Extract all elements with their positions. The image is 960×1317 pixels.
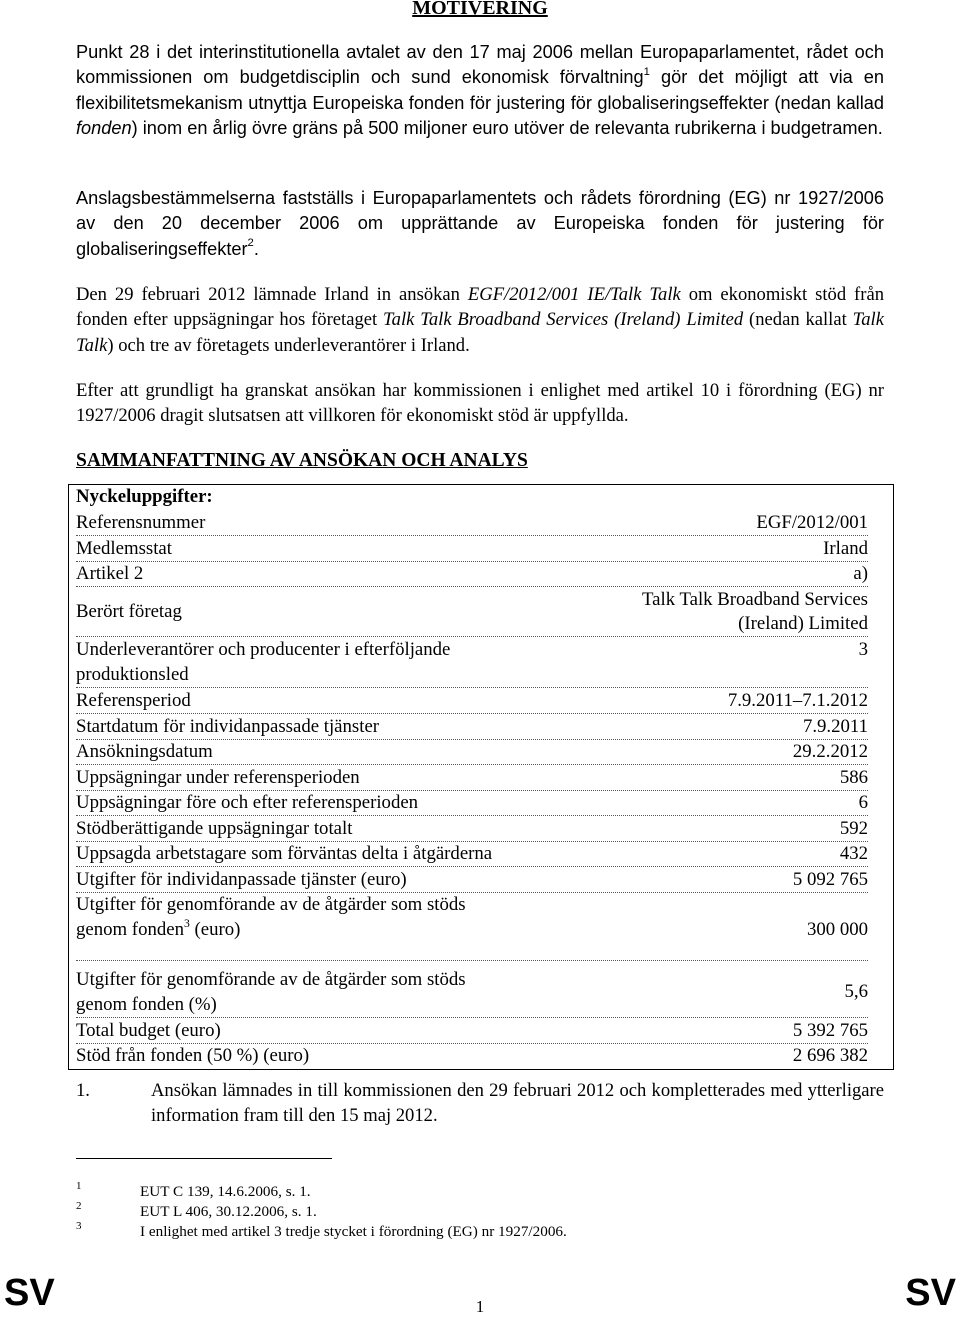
row-value: 586 — [839, 767, 868, 788]
footnote-text: EUT L 406, 30.12.2006, s. 1. — [140, 1203, 317, 1220]
row-label-line-1: Utgifter för genomförande av de åtgärder som stöds — [76, 894, 466, 915]
row-value: 592 — [839, 818, 868, 839]
table-row — [76, 867, 868, 893]
row-value: 7.9.2011 — [802, 716, 868, 737]
row-value: 2 696 382 — [792, 1045, 868, 1066]
language-code-left: SV — [4, 1272, 55, 1314]
p3-text-a: Den 29 februari 2012 lämnade Irland in ansökan — [76, 284, 468, 305]
key-facts-table — [68, 484, 894, 1070]
row-value: Irland — [823, 538, 868, 559]
row-value: 6 — [858, 792, 868, 813]
p1-text-b: gör det möjligt att via en flexibilitetsmekanism utnyttja Europeiska fonden för justering för globaliseringseffekter (nedan kallad — [76, 67, 884, 113]
page-number: 1 — [475, 1297, 485, 1316]
row-label: Total budget (euro) — [76, 1020, 221, 1041]
footnote-ref-3[interactable]: 3 — [183, 916, 190, 930]
row-value: 3 — [858, 639, 868, 660]
paragraph-1 — [76, 40, 884, 141]
p3-italic-1: EGF/2012/001 IE/Talk Talk — [467, 284, 681, 305]
p3-italic-2: Talk Talk Broadband Services (Ireland) Limited — [383, 309, 744, 331]
footnote-text: EUT C 139, 14.6.2006, s. 1. — [140, 1183, 311, 1200]
row-value-line-1: Talk Talk Broadband Services — [642, 589, 868, 610]
row-label-line-2: genom fonden (%) — [76, 994, 217, 1015]
paragraph-4: Efter att grundligt ha granskat ansökan har kommissionen i enlighet med artikel 10 i förordning (EG) nr 1927/2006 dragit slutsatsen att villkoren för ekonomiskt stöd är uppfyllda. — [76, 380, 884, 427]
footnote-separator — [76, 1158, 332, 1159]
table-row — [76, 967, 868, 1018]
key-facts-title: Nyckeluppgifter: — [76, 486, 213, 507]
note-text: Ansökan lämnades in till kommissionen den 29 februari 2012 och kompletterades med ytterligare information fram till den 15 maj 2012. — [151, 1080, 884, 1127]
row-value: 7.9.2011–7.1.2012 — [727, 690, 868, 711]
p3-italic-3: Talk Talk — [76, 309, 884, 356]
p1-italic: fonden — [76, 117, 132, 138]
table-row — [76, 587, 868, 637]
row-label: Stöd från fonden (50 %) (euro) — [76, 1045, 310, 1066]
table-row — [76, 510, 868, 536]
row-value: EGF/2012/001 — [756, 512, 868, 533]
p2-end: . — [253, 238, 259, 259]
row-label: Uppsagda arbetstagare som förväntas delta i åtgärderna — [76, 843, 493, 864]
row-value: 5,6 — [844, 981, 868, 1002]
row-value: 300 000 — [806, 919, 868, 940]
footnote-ref-1[interactable]: 1 — [643, 66, 650, 79]
row-label-line-1: Underleverantörer och producenter i efterföljande — [76, 639, 451, 660]
row-label: Medlemsstat — [76, 538, 172, 559]
p1-text-c: ) inom en årlig övre gräns på 500 miljoner euro utöver de relevanta rubrikerna i budgetramen. — [131, 117, 883, 138]
table-row — [76, 637, 868, 688]
footnote-number: 3 — [76, 1220, 82, 1232]
p3-text-c: (nedan kallat — [743, 309, 853, 331]
row-label-text: genom fonden — [76, 919, 184, 940]
table-row — [76, 892, 868, 961]
table-row — [76, 790, 868, 816]
row-label: Ansökningsdatum — [76, 741, 213, 762]
row-label: Startdatum för individanpassade tjänster — [76, 716, 380, 737]
p3-text-d: ) och tre av företagets underleverantörer i Irland. — [107, 334, 470, 356]
paragraph-3 — [76, 282, 884, 358]
row-label: Stödberättigande uppsägningar totalt — [76, 818, 353, 839]
table-row — [76, 714, 868, 740]
row-label-line-2 — [76, 917, 240, 942]
row-label-line-2: produktionsled — [76, 664, 189, 685]
row-label-line-1: Utgifter för genomförande av de åtgärder som stöds — [76, 969, 466, 990]
p3-text-b: om ekonomiskt stöd från fonden efter uppsägningar hos företaget — [76, 284, 884, 331]
row-label: Utgifter för individanpassade tjänster (euro) — [76, 869, 407, 890]
page-heading: MOTIVERING — [412, 0, 548, 19]
row-value: 5 392 765 — [792, 1020, 868, 1041]
table-row — [76, 739, 868, 765]
table-row — [76, 841, 868, 867]
table-row — [76, 561, 868, 587]
p1-text-a: Punkt 28 i det interinstitutionella avtalet av den 17 maj 2006 mellan Europaparlamentet, rådet och kommissionen om budgetdisciplin och sund ekonomisk förvaltning — [76, 42, 884, 88]
row-label: Berört företag — [76, 601, 182, 622]
row-label: Uppsägningar under referensperioden — [76, 767, 360, 788]
row-value-line-2: (Ireland) Limited — [738, 613, 868, 634]
footnote-text: I enlighet med artikel 3 tredje stycket i förordning (EG) nr 1927/2006. — [140, 1223, 567, 1240]
p2-text: Anslagsbestämmelserna fastställs i Europaparlamentets och rådets förordning (EG) nr 1927/2006 av den 20 december 2006 om upprättande av Europeiska fonden för justering för globaliseringseffekter — [76, 188, 884, 259]
paragraph-2 — [76, 186, 884, 262]
row-label: Uppsägningar före och efter referensperioden — [76, 792, 419, 813]
row-label: Referensperiod — [76, 690, 191, 711]
footnote-number: 2 — [76, 1200, 82, 1212]
table-row — [76, 765, 868, 791]
table-row — [76, 816, 868, 842]
table-row — [76, 1018, 868, 1044]
row-label: Referensnummer — [76, 512, 206, 533]
row-value: 29.2.2012 — [792, 741, 868, 762]
note-number: 1. — [76, 1080, 90, 1101]
section-title: SAMMANFATTNING AV ANSÖKAN OCH ANALYS — [76, 450, 528, 471]
language-code-right: SV — [905, 1272, 956, 1314]
table-row — [76, 688, 868, 714]
footnote-number: 1 — [76, 1180, 82, 1192]
footnote-ref-2[interactable]: 2 — [247, 237, 254, 250]
row-label: Artikel 2 — [76, 563, 144, 584]
table-row — [76, 536, 868, 562]
row-value: 432 — [839, 843, 868, 864]
table-row — [76, 1043, 868, 1068]
row-value: 5 092 765 — [792, 869, 868, 890]
row-value: a) — [853, 563, 868, 584]
row-label-suffix: (euro) — [189, 919, 241, 940]
